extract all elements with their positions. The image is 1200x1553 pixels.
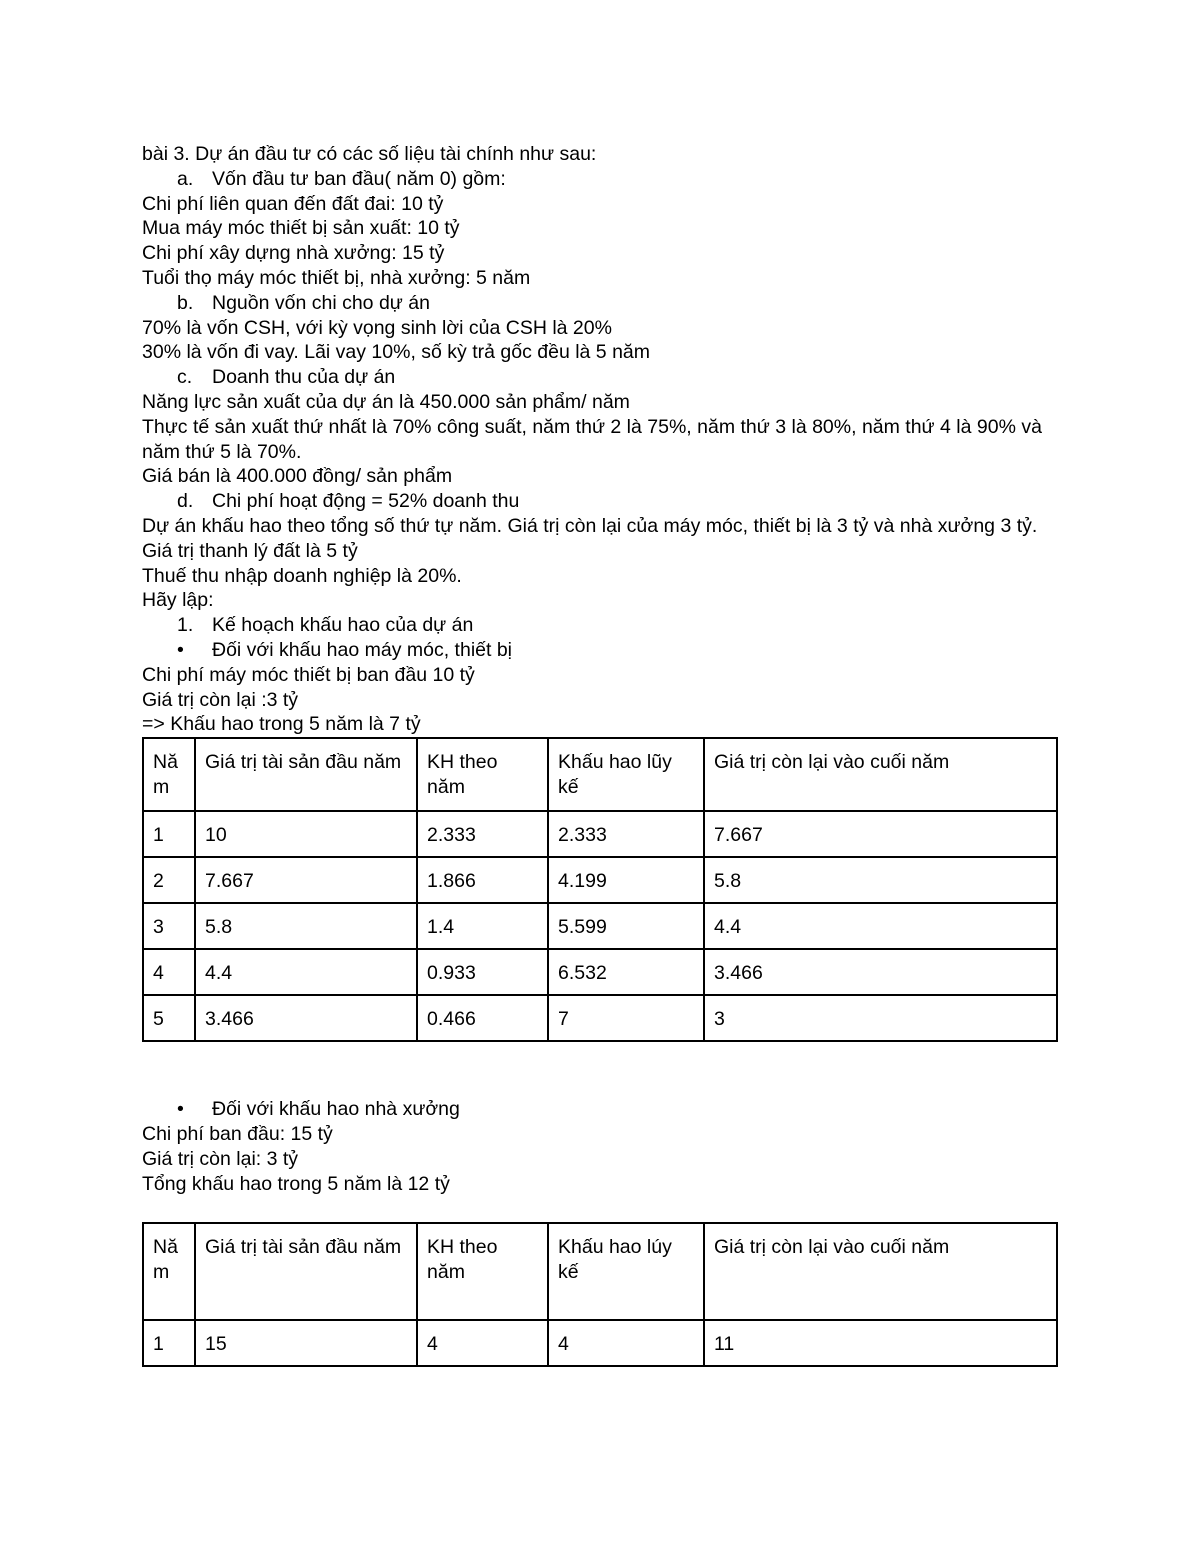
- table-cell: 7.667: [195, 857, 417, 903]
- exercise-title: bài 3. Dự án đầu tư có các số liệu tài chính như sau:: [142, 143, 597, 165]
- header-cell: KH theo năm: [417, 1223, 548, 1320]
- spacer: [142, 1042, 1058, 1097]
- text-line: 70% là vốn CSH, với kỳ vọng sinh lời của CSH là 20%: [142, 316, 612, 339]
- machine-bullet-item: [142, 638, 1058, 663]
- item-b-heading: Nguồn vốn chi cho dự án: [212, 291, 430, 314]
- table-cell: 3.466: [195, 995, 417, 1041]
- table-cell: 4: [548, 1320, 704, 1366]
- text-line: 30% là vốn đi vay. Lãi vay 10%, số kỳ trả gốc đều là 5 năm: [142, 341, 650, 364]
- table-cell: 4: [417, 1320, 548, 1366]
- header-cell: Khấu hao lúy kế: [548, 1223, 704, 1320]
- table-cell: 3: [143, 903, 195, 949]
- table-cell: 7.667: [704, 811, 1057, 857]
- text-line: Chi phí ban đầu: 15 tỷ: [142, 1122, 333, 1145]
- table-header-row: [143, 738, 1057, 811]
- text-line: Tổng khấu hao trong 5 năm là 12 tỷ: [142, 1172, 450, 1195]
- table-cell: 10: [195, 811, 417, 857]
- table-cell: 4.4: [195, 949, 417, 995]
- item-c-marker: c.: [177, 366, 193, 389]
- bullet-icon: •: [177, 1098, 184, 1121]
- table-cell: 2: [143, 857, 195, 903]
- text-line: Chi phí máy móc thiết bị ban đầu 10 tỷ: [142, 663, 475, 686]
- table-row: [143, 857, 1057, 903]
- table-cell: 6.532: [548, 949, 704, 995]
- item-a: [142, 167, 1058, 192]
- table-row: [143, 811, 1057, 857]
- factory-heading: Đối với khấu hao nhà xưởng: [212, 1098, 460, 1121]
- table-cell: 3.466: [704, 949, 1057, 995]
- table-cell: 7: [548, 995, 704, 1041]
- text-line: Chi phí liên quan đến đất đai: 10 tỷ: [142, 192, 444, 215]
- item-a-heading: Vốn đầu tư ban đầu( năm 0) gồm:: [212, 167, 506, 190]
- header-cell: Khấu hao lũy kế: [548, 738, 704, 811]
- table-row: [143, 1320, 1057, 1366]
- text-line: Chi phí xây dựng nhà xưởng: 15 tỷ: [142, 242, 445, 265]
- header-cell: Năm: [143, 1223, 195, 1320]
- text-line: Hãy lập:: [142, 589, 214, 612]
- item-c: [142, 365, 1058, 390]
- table-cell: 1: [143, 1320, 195, 1366]
- table-cell: 2.333: [417, 811, 548, 857]
- table-cell: 0.466: [417, 995, 548, 1041]
- text-line: => Khấu hao trong 5 năm là 7 tỷ: [142, 713, 421, 736]
- table-cell: 4: [143, 949, 195, 995]
- text-line: Giá bán là 400.000 đồng/ sản phẩm: [142, 465, 453, 488]
- table-cell: 4.199: [548, 857, 704, 903]
- text-line: Năng lực sản xuất của dự án là 450.000 sản phẩm/ năm: [142, 390, 630, 413]
- text-line: Giá trị còn lại: 3 tỷ: [142, 1147, 299, 1170]
- document-body: [142, 142, 1058, 1367]
- header-cell: Giá trị tài sản đầu năm: [195, 738, 417, 811]
- text-line: Giá trị còn lại :3 tỷ: [142, 688, 299, 711]
- text-line: Tuổi thọ máy móc thiết bị, nhà xưởng: 5 năm: [142, 266, 531, 289]
- item-a-marker: a.: [177, 167, 194, 190]
- table-cell: 5.8: [704, 857, 1057, 903]
- table-row: [143, 995, 1057, 1041]
- header-cell: Năm: [143, 738, 195, 811]
- table-row: [143, 903, 1057, 949]
- text-line: Dự án khấu hao theo tổng số thứ tự năm. Giá trị còn lại của máy móc, thiết bị là 3 tỷ và nhà xưởng 3 tỷ. Giá trị thanh lý đất là 5 tỷ: [142, 514, 1038, 562]
- table-cell: 1.866: [417, 857, 548, 903]
- header-cell: Giá trị tài sản đầu năm: [195, 1223, 417, 1320]
- text-line: Thuế thu nhập doanh nghiệp là 20%.: [142, 564, 462, 587]
- table-row: [143, 949, 1057, 995]
- table-cell: 1: [143, 811, 195, 857]
- header-cell: Giá trị còn lại vào cuối năm: [704, 1223, 1057, 1320]
- task-1: [142, 613, 1058, 638]
- item-d-heading: Chi phí hoạt động = 52% doanh thu: [212, 490, 520, 513]
- text-line: Thực tế sản xuất thứ nhất là 70% công suất, năm thứ 2 là 75%, năm thứ 3 là 80%, năm thứ 4 là 90% và năm thứ 5 là 70%.: [142, 415, 1042, 463]
- table-cell: 2.333: [548, 811, 704, 857]
- text-line: Mua máy móc thiết bị sản xuất: 10 tỷ: [142, 217, 460, 240]
- item-c-heading: Doanh thu của dự án: [212, 366, 396, 389]
- header-cell: Giá trị còn lại vào cuối năm: [704, 738, 1057, 811]
- factory-bullet-item: [142, 1097, 1058, 1122]
- bullet-icon: •: [177, 638, 184, 661]
- item-b: [142, 291, 1058, 316]
- machine-heading: Đối với khấu hao máy móc, thiết bị: [212, 638, 513, 661]
- table-header-row: [143, 1223, 1057, 1320]
- table-cell: 1.4: [417, 903, 548, 949]
- spacer: [142, 1196, 1058, 1222]
- task-1-heading: Kế hoạch khấu hao của dự án: [212, 614, 474, 637]
- factory-depreciation-table: [142, 1222, 1058, 1367]
- header-cell: KH theo năm: [417, 738, 548, 811]
- table-cell: 4.4: [704, 903, 1057, 949]
- item-d-marker: d.: [177, 490, 194, 513]
- item-d: [142, 489, 1058, 514]
- table-cell: 5.599: [548, 903, 704, 949]
- table-cell: 11: [704, 1320, 1057, 1366]
- table-cell: 15: [195, 1320, 417, 1366]
- table-cell: 5: [143, 995, 195, 1041]
- item-b-marker: b.: [177, 291, 194, 314]
- table-cell: 3: [704, 995, 1057, 1041]
- machine-depreciation-table: [142, 737, 1058, 1042]
- table-cell: 0.933: [417, 949, 548, 995]
- table-cell: 5.8: [195, 903, 417, 949]
- task-1-marker: 1.: [177, 614, 194, 637]
